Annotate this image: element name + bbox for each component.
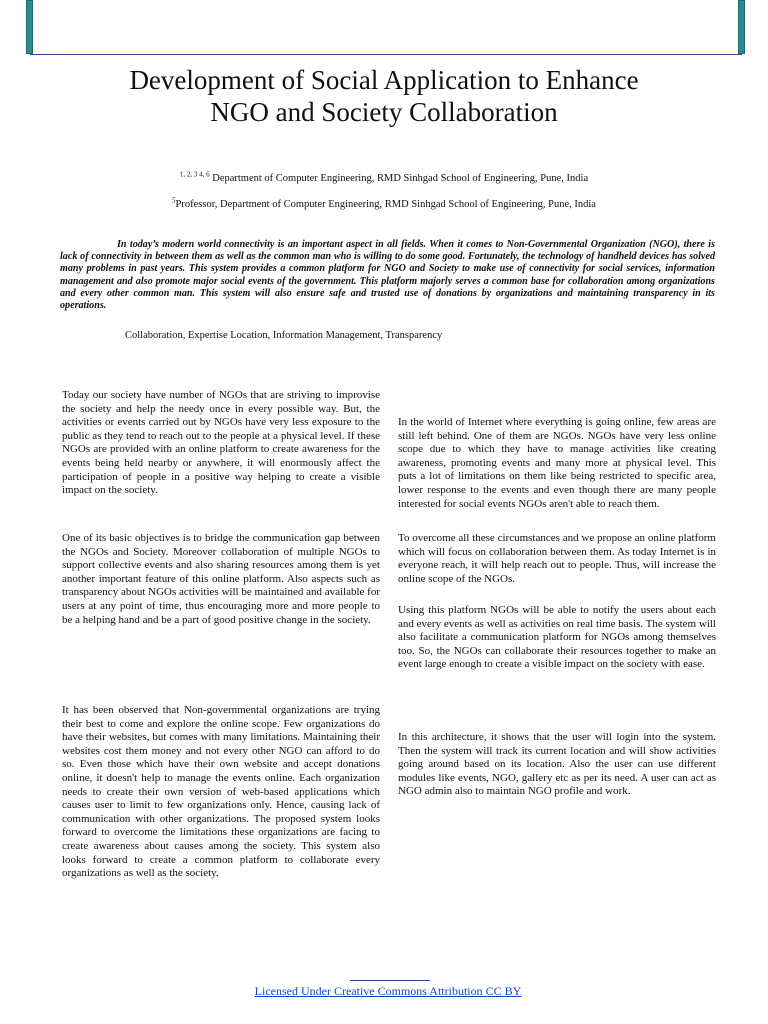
body-paragraph-right-1: In the world of Internet where everything is going online, few areas are still left behind. One of them are NGOs. NGOs have very less online scope due to which they have to manage activities like creating awareness, promoting events and many more at physical level. This puts a lot of limitations on them like being restricted to specific area, lower response to the events and even though there are many people interested for social events NGOs aren't able to reach them. xyxy=(398,416,716,510)
body-paragraph-right-2: To overcome all these circumstances and we propose an online platform which will focus on collaboration between them. As today Internet is in everyone reach, it will help reach out to people. Thus, will increase the online scope of the NGOs. xyxy=(398,532,716,585)
footer-rule xyxy=(350,980,430,981)
affiliation-2-marker: 5 xyxy=(172,196,176,205)
header-rule xyxy=(30,54,742,55)
affiliation-1-text: Department of Computer Engineering, RMD Sinhgad School of Engineering, Pune, India xyxy=(209,173,589,184)
abstract: In today’s modern world connectivity is an important aspect in all fields. When it comes to Non-Governmental Organization (NGO), there is lack of connectivity in between them as well as the common man who is willing to do some good. Fortunately, the technology of handheld devices has solved many problems in past years. This system provides a common platform for NGO and Society to make use of connectivity for social services, information management and also promote major social events of the government. This platform majorly serves a common base for collaboration among organizations and every other common man. This system will also ensure safe and trusted use of donations by organizations and maintaining transparency in its operations. xyxy=(60,239,715,312)
body-paragraph-right-3: Using this platform NGOs will be able to notify the users about each and every events as well as activities on real time basis. The system will also facilitate a communication platform for NGOs among themselves too. So, the NGOs can collaborate their resources together to make an event large enough to create a visible impact on the society with ease. xyxy=(398,604,716,671)
affiliation-1-marker: 1, 2, 3 4, 6 xyxy=(179,170,210,179)
title-line-2: NGO and Society Collaboration xyxy=(210,97,558,127)
affiliation-2-text: Professor, Department of Computer Engineering, RMD Sinhgad School of Engineering, Pune, India xyxy=(175,199,596,210)
body-paragraph-left-3: It has been observed that Non-governmental organizations are trying their best to come and explore the online scope. Few organizations do have their websites, but comes with many limitations. Maintaining their websites cost them money and not every other NGO can afford to do so. Even those which have their own website and accept donations online, it doesn't help to manage the events online. Each organization needs to create their own version of web-based applications which causes user to limit to few organizations only. Hence, causing lack of communication with other organizations. The proposed system looks forward to overcome the limitations these organizations are facing to create awareness about causes among the society. This system also looks forward to create a common platform to collaborate every organizations as well as the society. xyxy=(62,704,380,880)
affiliation-1 xyxy=(30,172,738,186)
body-paragraph-left-2: One of its basic objectives is to bridge the communication gap between the NGOs and Society. Moreover collaboration of multiple NGOs to support collective events and also sharing resources among them is yet another important feature of this online platform. Also aspects such as transparency about NGOs activities will be maintained and available for users at any point of time, thus encouraging more and more people to be a helping hand and be a part of good positive change in the society. xyxy=(62,532,380,626)
keywords: Collaboration, Expertise Location, Information Management, Transparency xyxy=(125,330,443,341)
body-paragraph-right-4: In this architecture, it shows that the user will login into the system. Then the system will track its current location and will show activities going around based on its location. Also the user can use different modules like events, NGO, gallery etc as per its need. A user can act as NGO admin also to maintain NGO profile and work. xyxy=(398,731,716,798)
title-line-1: Development of Social Application to Enhance xyxy=(129,65,639,95)
left-header-bar xyxy=(26,0,33,54)
affiliation-2 xyxy=(30,198,738,212)
right-header-bar xyxy=(738,0,745,54)
license-link[interactable]: Licensed Under Creative Commons Attribution CC BY xyxy=(254,984,522,998)
body-paragraph-left-1: Today our society have number of NGOs that are striving to improvise the society and help the needy once in every possible way. But, the activities or events carried out by NGOs have very less exposure to the public as they tend to reach out to the people at a physical level. If these NGOs are provided with an online platform to create awareness for the events being held nearby or anywhere, it will enormously affect the participation of people in a positive way helping to create a visible impact on the society. xyxy=(62,389,380,497)
paper-title xyxy=(30,64,738,128)
